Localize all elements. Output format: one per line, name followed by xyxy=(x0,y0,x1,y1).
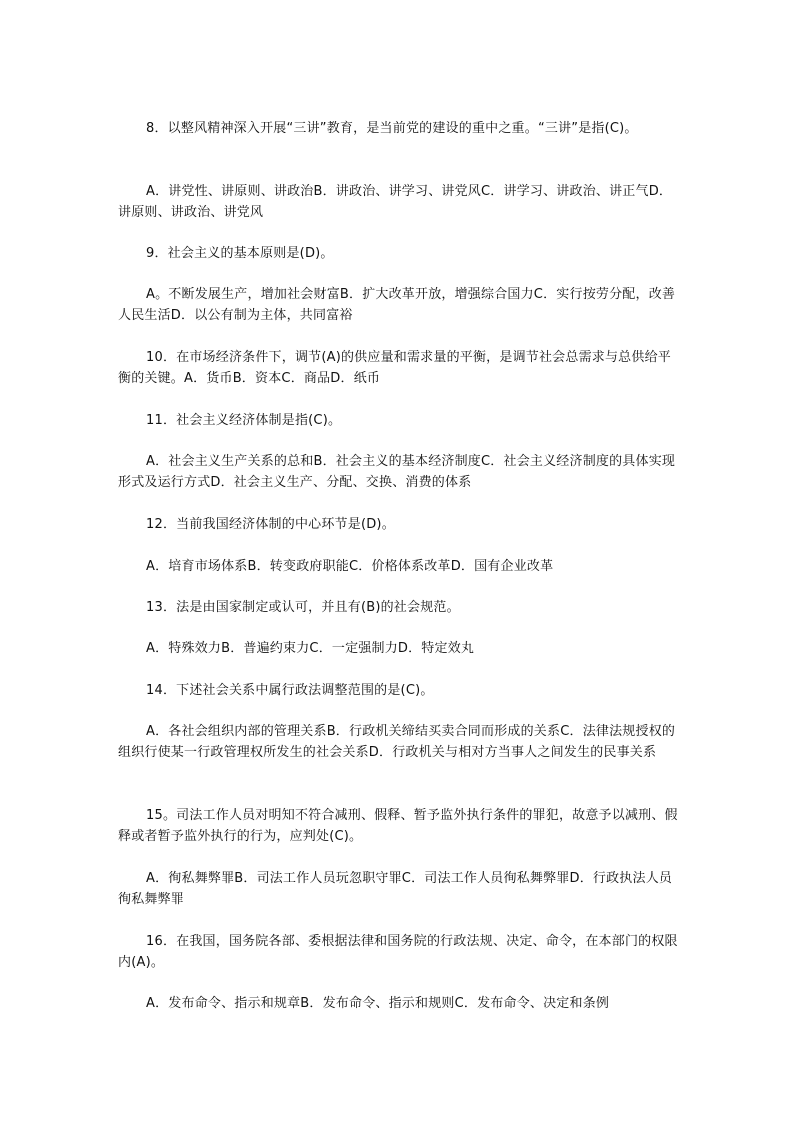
question-12-options: A．培育市场体系B．转变政府职能C．价格体系改革D．国有企业改革 xyxy=(146,559,554,574)
question-11: 11．社会主义经济体制是指(C)。 xyxy=(146,413,342,428)
question-8: 8．以整风精神深入开展“三讲”教育，是当前党的建设的重中之重。“三讲”是指(C)。 xyxy=(146,121,638,136)
question-16-options: A．发布命令、指示和规章B．发布命令、指示和规则C．发布命令、决定和条例 xyxy=(146,996,610,1011)
question-9-options: A。不断发展生产，增加社会财富B．扩大改革开放，增强综合国力C．实行按劳分配，改善人民生活D．以公有制为主体，共同富裕 xyxy=(118,287,676,323)
question-15-options: A．徇私舞弊罪B．司法工作人员玩忽职守罪C．司法工作人员徇私舞弊罪D．行政执法人员徇私舞弊罪 xyxy=(118,871,673,907)
question-14: 14．下述社会关系中属行政法调整范围的是(C)。 xyxy=(146,683,434,698)
question-15: 15。司法工作人员对明知不符合减刑、假释、暂予监外执行条件的罪犯，故意予以减刑、假释或者暂予监外执行的行为，应判处(C)。 xyxy=(118,808,678,844)
question-13: 13．法是由国家制定或认可，并且有(B)的社会规范。 xyxy=(146,600,460,615)
question-8-options: A．讲党性、讲原则、讲政治B．讲政治、讲学习、讲党风C．讲学习、讲政治、讲正气D．讲原则、讲政治、讲党风 xyxy=(118,184,673,220)
question-14-options: A．各社会组织内部的管理关系B．行政机关缔结买卖合同而形成的关系C．法律法规授权的组织行使某一行政管理权所发生的社会关系D．行政机关与相对方当事人之间发生的民事关系 xyxy=(118,724,676,760)
question-9: 9．社会主义的基本原则是(D)。 xyxy=(146,246,334,261)
question-12: 12．当前我国经济体制的中心环节是(D)。 xyxy=(146,517,395,532)
question-11-options: A．社会主义生产关系的总和B．社会主义的基本经济制度C．社会主义经济制度的具体实现形式及运行方式D．社会主义生产、分配、交换、消费的体系 xyxy=(118,454,676,490)
question-10: 10．在市场经济条件下，调节(A)的供应量和需求量的平衡，是调节社会总需求与总供给平衡的关键。A．货币B．资本C．商品D．纸币 xyxy=(118,350,671,386)
question-13-options: A．特殊效力B．普遍约束力C．一定强制力D．特定效丸 xyxy=(146,641,475,656)
question-16: 16．在我国，国务院各部、委根据法律和国务院的行政法规、决定、命令，在本部门的权限内(A)。 xyxy=(118,934,678,970)
